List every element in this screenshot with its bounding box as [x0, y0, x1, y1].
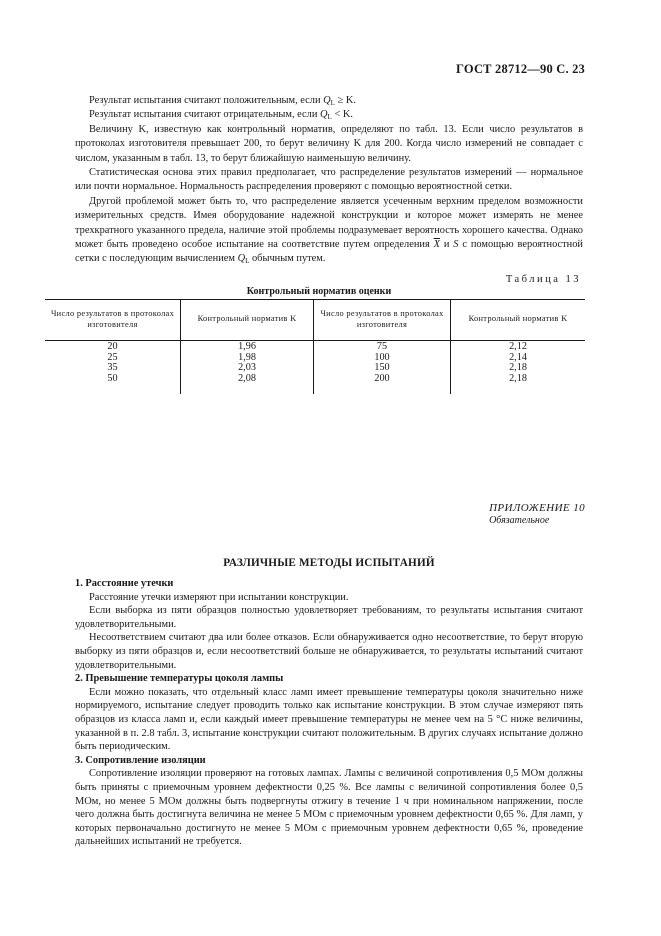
text: < K. — [334, 109, 353, 121]
table-cell: 25 — [107, 351, 118, 363]
appendix-title: ПРИЛОЖЕНИЕ 10 — [489, 502, 585, 514]
text: Результат испытания считают отрицательным, если — [89, 109, 318, 121]
table-cell: 2,03 — [238, 362, 256, 374]
column-header: Число результатов в протоколах изготовителя — [50, 309, 175, 329]
subsection-title: 3. Сопротивление изоляции — [75, 754, 206, 766]
section-title: РАЗЛИЧНЫЕ МЕТОДЫ ИСПЫТАНИЙ — [223, 557, 435, 569]
text: обычным путем. — [251, 253, 326, 265]
table-column-k — [451, 342, 585, 384]
table-cell: 150 — [374, 362, 390, 374]
methods-text — [75, 577, 583, 849]
table-title: Контрольный норматив оценки — [246, 286, 392, 297]
control-standard-table — [45, 299, 585, 394]
table-cell: 1,96 — [238, 341, 256, 352]
table-column-count — [314, 342, 450, 384]
table-cell: 100 — [374, 351, 390, 363]
q-subscript: L — [330, 99, 335, 107]
q-symbol: Q — [323, 95, 331, 106]
table-cell: 20 — [107, 341, 118, 352]
appendix-status: Обязательное — [489, 515, 550, 526]
paragraph — [75, 195, 583, 267]
text: и — [443, 239, 450, 251]
text: Другой проблемой может быть то, что распределение является усеченным верхним пределом возможности измерительных средств. Имея оборудование надежной конструкции и которое может измерять не менее трехкратного указанного предела, наличие этой проблемы подразумевает вероятность хорошего качества. Однако может быть проведено особое испытание на соответствие путем определения — [75, 195, 583, 251]
paragraph: Несоответствием считают два или более отказов. Если обнаруживается одно несоответствие, то берут вторую выборку из пяти образцов и, если несоответствий больше не обнаруживается, то результаты испытаний считают удовлетворительными. — [75, 632, 583, 671]
paragraph: Сопротивление изоляции проверяют на готовых лампах. Лампы с величиной сопротивления 0,5 МОм должны быть приняты с приемочным уровнем дефектности 0,25 %. Все лампы с величиной сопротивления более 0,5 МОм, но менее 5 МОм должны быть подвергнуты отжигу в течение 1 ч при номинальном напряжении, после чего должна быть достигнута величина не менее 5 МОм с приемочным уровнем дефектности 0,65 %. Для ламп, у которых первоначально достигнуто не менее 5 МОм с приемочным уровнем дефектности 0,65 %, проведение дальнейших испытаний не требуется. — [75, 768, 583, 848]
text: ≥ K. — [337, 95, 356, 106]
subsection-title: 1. Расстояние утечки — [75, 578, 174, 589]
s-symbol: S — [453, 239, 459, 251]
paragraph: Величину K, известную как контрольный норматив, определяют по табл. 13. Если число результатов в протоколах изготовителя превышает 200, то берут величину K для 200. Когда число измерений не совпадает с числом, указанным в табл. 13, то берут ближайшую наименьшую величину. — [75, 123, 583, 164]
upper-text — [75, 94, 583, 267]
table-cell: 2,08 — [238, 372, 256, 384]
table-cell: 2,14 — [509, 351, 527, 363]
q-symbol: Q — [320, 109, 328, 121]
table-cell: 200 — [374, 372, 390, 384]
text: Результат испытания считают положительным, если — [89, 95, 321, 106]
column-header: Контрольный норматив K — [197, 314, 297, 324]
negative-result-line — [75, 108, 583, 122]
appendix-label — [489, 502, 585, 526]
q-subscript: L — [245, 257, 250, 266]
table-cell: 2,18 — [509, 362, 527, 374]
q-symbol: Q — [237, 253, 246, 265]
table-cell: 50 — [107, 372, 118, 384]
x-bar-symbol: $\overline{X}$ — [433, 239, 440, 251]
paragraph: Если можно показать, что отдельный класс ламп имеет превышение температуры цоколя значительно ниже нормируемого, испытание следует проводить только как испытание конструкции. В этом случае измеряют пять образцов из класса ламп и, если каждый имеет превышение температуры не менее чем на 5 °С ниже величины, указанной в п. 2.8 табл. 3, испытание конструкции считают положительным. В других случаях испытание должно быть периодическим. — [75, 686, 583, 753]
table-cell: 2,18 — [509, 372, 527, 384]
text: с помощью вероятностной сетки с последующим вычислением — [75, 239, 583, 265]
subsection-title: 2. Превышение температуры цоколя лампы — [75, 673, 284, 685]
q-subscript: L — [327, 113, 332, 122]
table-cell: 75 — [376, 341, 388, 352]
column-header: Контрольный норматив K — [468, 314, 568, 324]
table-column-count — [45, 342, 180, 384]
paragraph: Статистическая основа этих правил предполагает, что распределение результатов измерений — нормальное или почти нормальное. Нормальность распределения проверяют с помощью вероятностной сетки. — [75, 167, 583, 193]
table-caption: Таблица 13 — [505, 274, 581, 285]
table-column-k — [181, 342, 313, 384]
paragraph: Расстояние утечки измеряют при испытании конструкции. — [89, 591, 349, 603]
table-cell: 35 — [107, 362, 118, 374]
paragraph: Если выборка из пяти образцов полностью удовлетворяет требованиям, то результаты испытания считают удовлетворительными. — [75, 605, 583, 630]
table-rule — [45, 340, 585, 341]
positive-result-line — [75, 94, 583, 108]
column-header: Число результатов в протоколах изготовителя — [320, 309, 444, 329]
table-cell: 2,12 — [509, 341, 527, 352]
table-cell: 1,98 — [238, 351, 256, 363]
page-header: ГОСТ 28712—90 С. 23 — [456, 62, 585, 76]
